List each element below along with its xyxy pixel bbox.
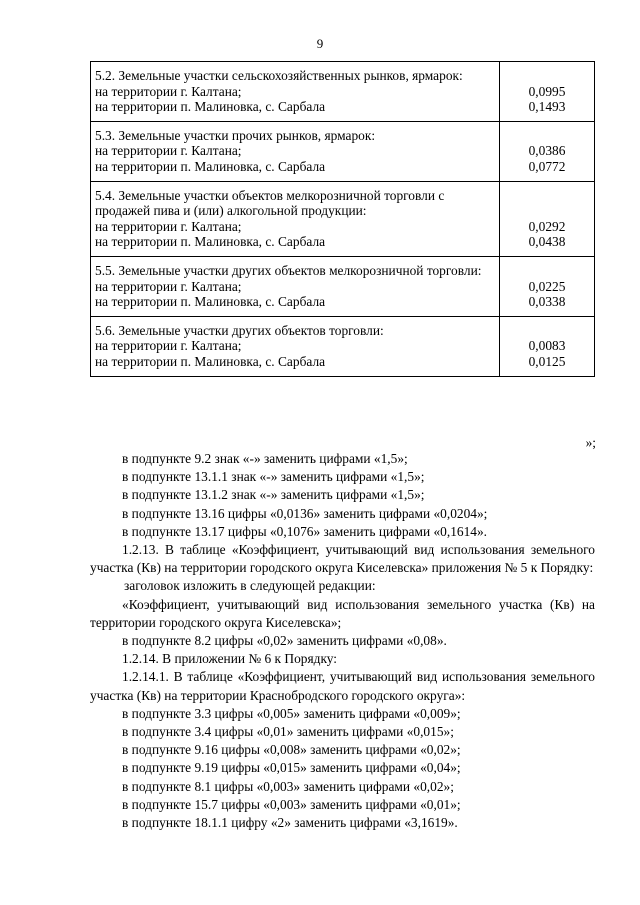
row-title: 5.4. Земельные участки объектов мелкорозничной торговли с продажей пива и (или) алкогольной продукции: — [95, 187, 445, 219]
page-number: 9 — [316, 36, 324, 51]
territory-label: на территории п. Малиновка, с. Сарбала — [95, 353, 326, 369]
territory-label: на территории п. Малиновка, с. Сарбала — [95, 99, 326, 115]
territory-label: на территории г. Калтана; — [95, 83, 242, 99]
row-title: 5.5. Земельные участки других объектов мелкорозничной торговли: — [95, 262, 482, 278]
territory-label: на территории г. Калтана; — [95, 143, 242, 159]
row-description — [91, 62, 500, 122]
row-values — [500, 316, 595, 376]
row-description — [91, 121, 500, 181]
territory-label: на территории п. Малиновка, с. Сарбала — [95, 158, 326, 174]
paragraph: в подпункте 13.17 цифры «0,1076» заменить цифрами «0,1614». — [122, 523, 488, 539]
row-description — [91, 256, 500, 316]
coefficient-value: 0,0225 — [528, 278, 566, 294]
territory-label: на территории г. Калтана; — [95, 338, 242, 354]
row-title: 5.2. Земельные участки сельскохозяйственных рынков, ярмарок: — [95, 68, 463, 83]
paragraph: в подпункте 8.1 цифры «0,003» заменить цифрами «0,02»; — [122, 778, 454, 794]
territory-label: на территории п. Малиновка, с. Сарбала — [95, 294, 326, 310]
closing-quote: »; — [585, 435, 596, 450]
paragraph: в подпункте 9.19 цифры «0,015» заменить цифрами «0,04»; — [122, 760, 461, 776]
coefficient-value: 0,1493 — [528, 99, 566, 115]
territory-label: на территории г. Калтана; — [95, 218, 242, 234]
table-row — [91, 181, 595, 256]
paragraph: 1.2.13. В таблице «Коэффициент, учитывающий вид использования земельного участка (Кв) на территории городского округа Киселевска» приложения № 5 к Порядку: — [90, 542, 595, 576]
territory-label: на территории п. Малиновка, с. Сарбала — [95, 234, 326, 250]
coefficient-value: 0,0772 — [528, 158, 566, 174]
table-row — [91, 316, 595, 376]
coefficient-value: 0,0125 — [528, 353, 566, 369]
paragraph: в подпункте 13.1.2 знак «-» заменить цифрами «1,5»; — [122, 487, 425, 503]
table-row — [91, 62, 595, 122]
paragraph: в подпункте 13.1.1 знак «-» заменить цифрами «1,5»; — [122, 469, 425, 485]
row-values — [500, 256, 595, 316]
coefficient-value: 0,0338 — [528, 294, 566, 310]
paragraph: «Коэффициент, учитывающий вид использования земельного участка (Кв) на территории городского округа Киселевска»; — [90, 596, 595, 630]
coefficient-table — [90, 61, 595, 377]
paragraph: в подпункте 13.16 цифры «0,0136» заменить цифрами «0,0204»; — [122, 505, 488, 521]
paragraph: 1.2.14.1. В таблице «Коэффициент, учитывающий вид использования земельного участка (Кв) на территории Краснобродского городского округа»: — [90, 669, 595, 703]
paragraph: заголовок изложить в следующей редакции: — [124, 578, 376, 594]
coefficient-value: 0,0995 — [528, 83, 566, 99]
table-row — [91, 121, 595, 181]
paragraph: в подпункте 3.3 цифры «0,005» заменить цифрами «0,009»; — [122, 705, 461, 721]
row-values — [500, 62, 595, 122]
coefficient-value: 0,0292 — [528, 218, 566, 234]
row-description — [91, 181, 500, 256]
table-row — [91, 256, 595, 316]
paragraph: в подпункте 15.7 цифры «0,003» заменить цифрами «0,01»; — [122, 796, 461, 812]
row-values — [500, 121, 595, 181]
paragraph: в подпункте 18.1.1 цифру «2» заменить цифрами «3,1619». — [122, 815, 458, 831]
paragraph: в подпункте 8.2 цифры «0,02» заменить цифрами «0,08». — [122, 633, 447, 649]
territory-label: на территории г. Калтана; — [95, 278, 242, 294]
paragraph: в подпункте 9.2 знак «-» заменить цифрами «1,5»; — [122, 451, 408, 466]
row-title: 5.6. Земельные участки других объектов торговли: — [95, 322, 384, 338]
coefficient-value: 0,0438 — [528, 234, 566, 250]
coefficient-value: 0,0083 — [528, 338, 566, 354]
row-description — [91, 316, 500, 376]
coefficient-value: 0,0386 — [528, 143, 566, 159]
amendments-text — [90, 450, 595, 832]
row-values — [500, 181, 595, 256]
paragraph: 1.2.14. В приложении № 6 к Порядку: — [122, 651, 337, 667]
paragraph: в подпункте 3.4 цифры «0,01» заменить цифрами «0,015»; — [122, 724, 454, 740]
row-title: 5.3. Земельные участки прочих рынков, ярмарок: — [95, 127, 376, 143]
paragraph: в подпункте 9.16 цифры «0,008» заменить цифрами «0,02»; — [122, 742, 461, 758]
